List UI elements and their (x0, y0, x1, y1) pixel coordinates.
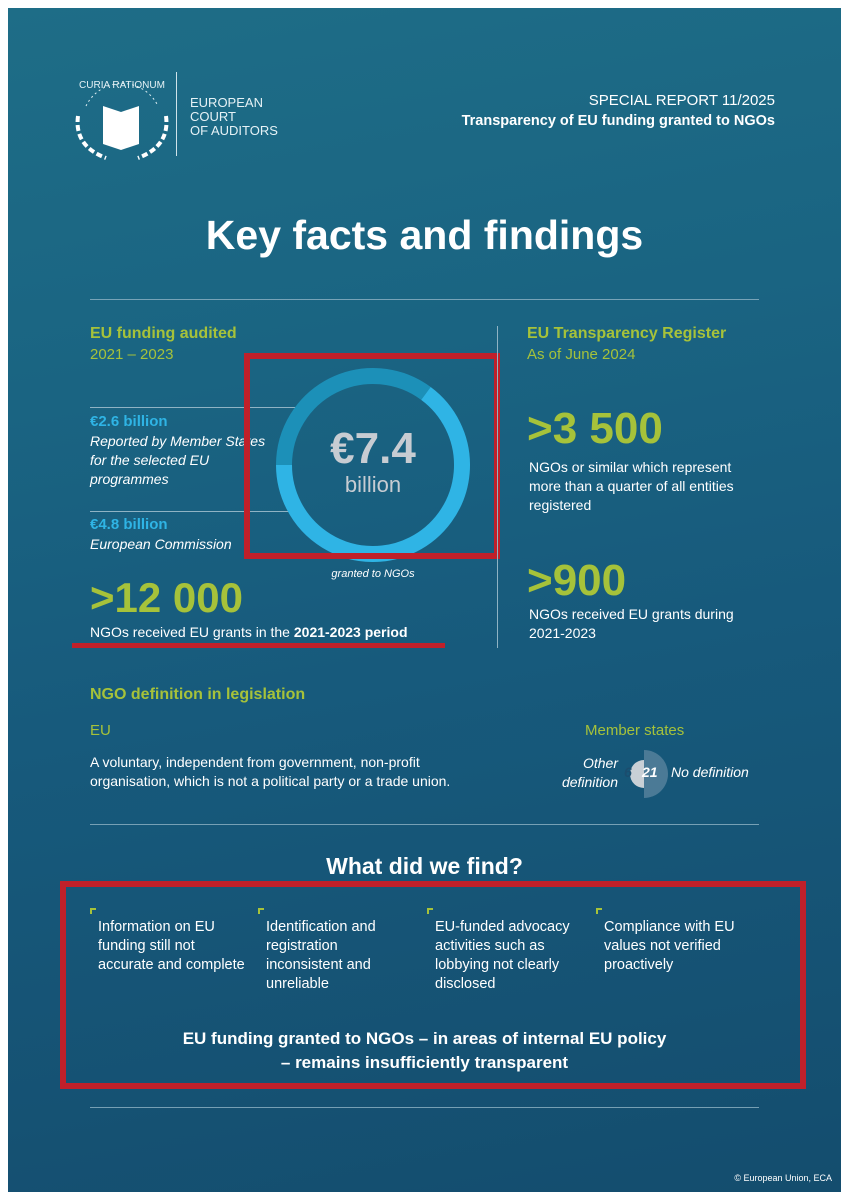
org-line: COURT (190, 109, 236, 124)
register-heading: EU Transparency Register (527, 325, 727, 342)
conclusion-line: EU funding granted to NGOs – in areas of internal EU policy (182, 1029, 667, 1048)
eca-logo (66, 66, 176, 166)
no-definition-label: No definition (671, 764, 749, 780)
register-stat2: >900 (527, 556, 627, 605)
org-line: EUROPEAN (190, 95, 263, 110)
findings-heading: What did we find? (326, 853, 523, 879)
total-caption: granted to NGOs (331, 568, 415, 580)
eu-label: EU (90, 722, 111, 739)
none-count: 21 (642, 764, 658, 780)
conclusion-line: – remains insufficiently transparent (280, 1053, 569, 1072)
logo-divider (176, 72, 177, 156)
register-date: As of June 2024 (527, 346, 636, 363)
funding-heading: EU funding audited (90, 325, 237, 342)
divider (90, 299, 759, 300)
funding-period: 2021 – 2023 (90, 346, 174, 363)
definition-heading: NGO definition in legislation (90, 686, 306, 703)
svg-text:CURIA RATIONUM: CURIA RATIONUM (79, 80, 165, 91)
member-states-label: Member states (585, 722, 685, 739)
member-states-desc: Reported by Member States for the selected EU programmes (90, 433, 266, 487)
divider (90, 1107, 759, 1108)
ngo-text: NGOs received EU grants in the (90, 624, 294, 640)
commission-desc: European Commission (90, 536, 232, 552)
highlight-box (60, 881, 806, 1089)
commission-amount: €4.8 billion (90, 516, 168, 533)
report-title: Transparency of EU funding granted to NGOs (461, 113, 775, 129)
org-name (190, 96, 278, 138)
other-definition-label: Other definition (561, 755, 618, 790)
register-stat1: >3 500 (527, 404, 663, 453)
finding-text: EU-funded advocacy activities such as lobbying not clearly disclosed (435, 919, 570, 992)
total-value: €7.4 (330, 424, 416, 473)
column-divider (497, 326, 498, 648)
copyright: © European Union, ECA (734, 1173, 832, 1183)
other-count: 6 (624, 764, 632, 780)
finding-text: Identification and registration inconsistent and unreliable (266, 919, 376, 992)
ngo-count: >12 000 (90, 574, 243, 621)
finding-text: Information on EU funding still not accurate and complete (98, 919, 245, 973)
page-title: Key facts and findings (205, 212, 644, 258)
report-number: SPECIAL REPORT 11/2025 (588, 92, 775, 109)
highlight-box (244, 353, 500, 559)
infographic-page (8, 8, 841, 1192)
divider (90, 824, 759, 825)
org-line: OF AUDITORS (190, 123, 278, 138)
member-states-amount: €2.6 billion (90, 413, 168, 430)
eu-definition: A voluntary, independent from government, non-profit organisation, which is not a political party or a trade union. (90, 754, 451, 789)
ngo-count-text (90, 624, 408, 640)
register-stat2-text: NGOs received EU grants during 2021-2023 (529, 606, 734, 641)
ngo-period: 2021-2023 period (293, 624, 408, 640)
total-unit: billion (344, 472, 402, 497)
register-stat1-text: NGOs or similar which represent more than a quarter of all entities registered (529, 459, 734, 513)
highlight-underline (72, 643, 445, 648)
finding-text: Compliance with EU values not verified proactively (604, 919, 735, 973)
